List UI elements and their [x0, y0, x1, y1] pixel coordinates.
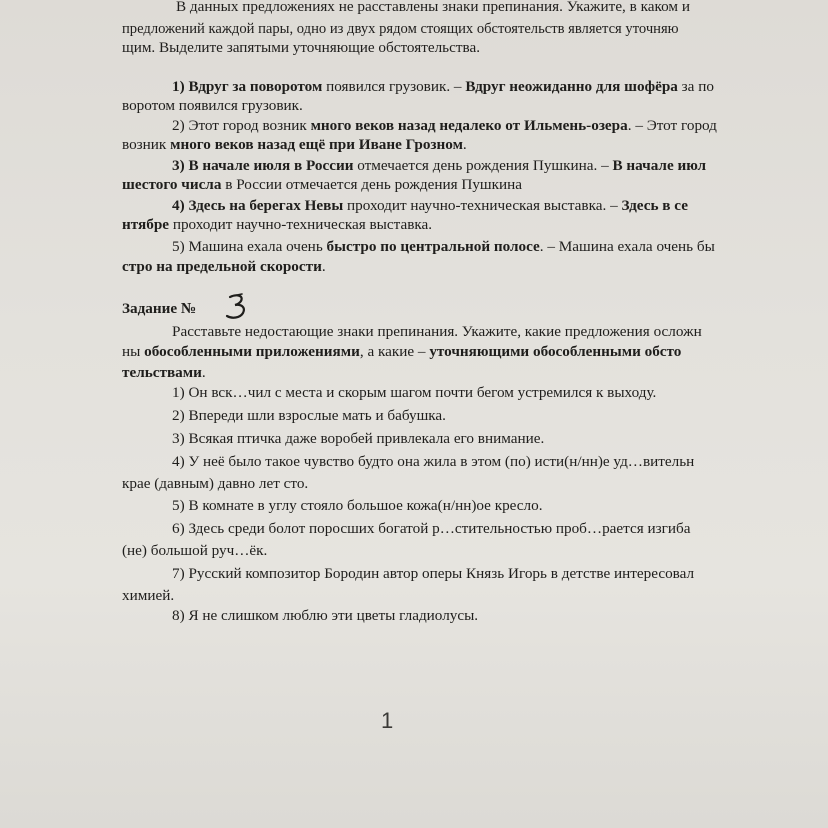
- pair-2-cont-end: .: [462, 136, 467, 153]
- sentence-7-cont: химией.: [122, 587, 175, 604]
- task-instr-2-bold1: обособленными приложениями: [144, 343, 360, 360]
- sentence-4: 4) У неё было такое чувство будто она жила в этом (по) исти(н/нн)е уд…вительн: [172, 453, 695, 470]
- pair-4-cont-bold: нтябре: [122, 216, 170, 233]
- pair-1-cont: воротом появился грузовик.: [122, 97, 303, 114]
- task-instr-2-bold2: уточняющими обособленными обсто: [429, 343, 682, 360]
- pair-2-a-bold: много веков назад недалеко от Ильмень-озера: [310, 117, 628, 134]
- pair-1-b-rest: за по: [677, 78, 714, 95]
- pair-4-cont: [0, 215, 828, 234]
- pair-3-cont-bold: шестого числа: [122, 176, 222, 193]
- task-instr-2-rest2: , а какие –: [359, 343, 430, 360]
- task-instr-1: Расставьте недостающие знаки препинания. Укажите, какие предложения осложн: [172, 323, 702, 340]
- sentence-3: 3) Всякая птичка даже воробей привлекала его внимание.: [172, 430, 545, 447]
- pair-5-cont: [0, 257, 828, 276]
- pair-3-cont-rest: в России отмечается день рождения Пушкина: [221, 176, 523, 193]
- pair-4-b-bold: Здесь в се: [621, 197, 688, 214]
- page-number: 1: [381, 708, 394, 733]
- pair-3-cont: [0, 175, 828, 194]
- pair-2-cont-bold: много веков назад ещё при Иване Грозном: [170, 136, 463, 153]
- pair-1-b-bold: Вдруг неожиданно для шофёра: [465, 78, 678, 95]
- pair-3-b-bold: В начале июл: [612, 157, 706, 174]
- pair-4-line: [0, 196, 828, 215]
- pair-3-a-bold: 3) В начале июля в России: [172, 157, 354, 174]
- sentence-1: 1) Он вск…чил с места и скорым шагом почти бегом устремился к выходу.: [172, 384, 657, 401]
- intro-line-3: щим. Выделите запятыми уточняющие обстоятельства.: [122, 39, 480, 56]
- pair-1-a-bold: 1) Вдруг за поворотом: [172, 78, 323, 95]
- pair-2-a-rest2: . – Этот город: [627, 117, 717, 134]
- intro-line-1: В данных предложениях не расставлены знаки препинания. Укажите, в каком и: [176, 0, 690, 15]
- intro-line-2: предложений каждой пары, одно из двух рядом стоящих обстоятельств является уточняю: [122, 21, 679, 37]
- task-instr-3-end: .: [201, 364, 206, 381]
- pair-4-a-bold: 4) Здесь на берегах Невы: [172, 197, 344, 214]
- task-heading: Задание №: [122, 300, 197, 317]
- task-instr-2-rest1: ны: [122, 343, 145, 360]
- pair-1-a-rest: появился грузовик. –: [322, 78, 466, 95]
- pair-2-cont-rest: возник: [122, 136, 171, 153]
- pair-3-a-rest: отмечается день рождения Пушкина. –: [353, 157, 613, 174]
- pair-5-line: [0, 237, 828, 256]
- pair-2-cont: [0, 135, 828, 154]
- pair-5-a-rest1: 5) Машина ехала очень: [172, 238, 327, 255]
- sentence-6: 6) Здесь среди болот поросших богатой р…стительностью проб…рается изгиба: [172, 520, 691, 537]
- sentence-5: 5) В комнате в углу стояло большое кожа(н/нн)ое кресло.: [172, 497, 543, 514]
- sentence-2: 2) Впереди шли взрослые мать и бабушка.: [172, 407, 446, 424]
- handwritten-task-number: [224, 292, 254, 322]
- pair-2-a-rest1: 2) Этот город возник: [172, 117, 311, 134]
- sentence-7: 7) Русский композитор Бородин автор оперы Князь Игорь в детстве интересовал: [172, 565, 695, 582]
- pair-5-a-rest2: . – Машина ехала очень бы: [539, 238, 715, 255]
- pair-5-a-bold: быстро по центральной полосе: [326, 238, 540, 255]
- pair-3-line: [0, 156, 828, 175]
- pair-4-a-rest: проходит научно-техническая выставка. –: [343, 197, 622, 214]
- task-instr-3: [0, 363, 828, 382]
- task-instr-3-bold: тельствами: [122, 364, 202, 381]
- sentence-8: 8) Я не слишком люблю эти цветы гладиолусы.: [172, 607, 479, 624]
- pair-5-cont-bold: стро на предельной скорости: [122, 258, 322, 275]
- task-instr-2: [0, 342, 828, 361]
- pair-4-cont-rest: проходит научно-техническая выставка.: [169, 216, 433, 233]
- handwritten-three-icon: [224, 292, 254, 322]
- pair-1-line: [0, 77, 828, 96]
- pair-2-line: [0, 116, 828, 135]
- pair-5-cont-end: .: [321, 258, 326, 275]
- sentence-6-cont: (не) большой руч…ёк.: [122, 542, 268, 559]
- sentence-4-cont: крае (давным) давно лет сто.: [122, 475, 309, 492]
